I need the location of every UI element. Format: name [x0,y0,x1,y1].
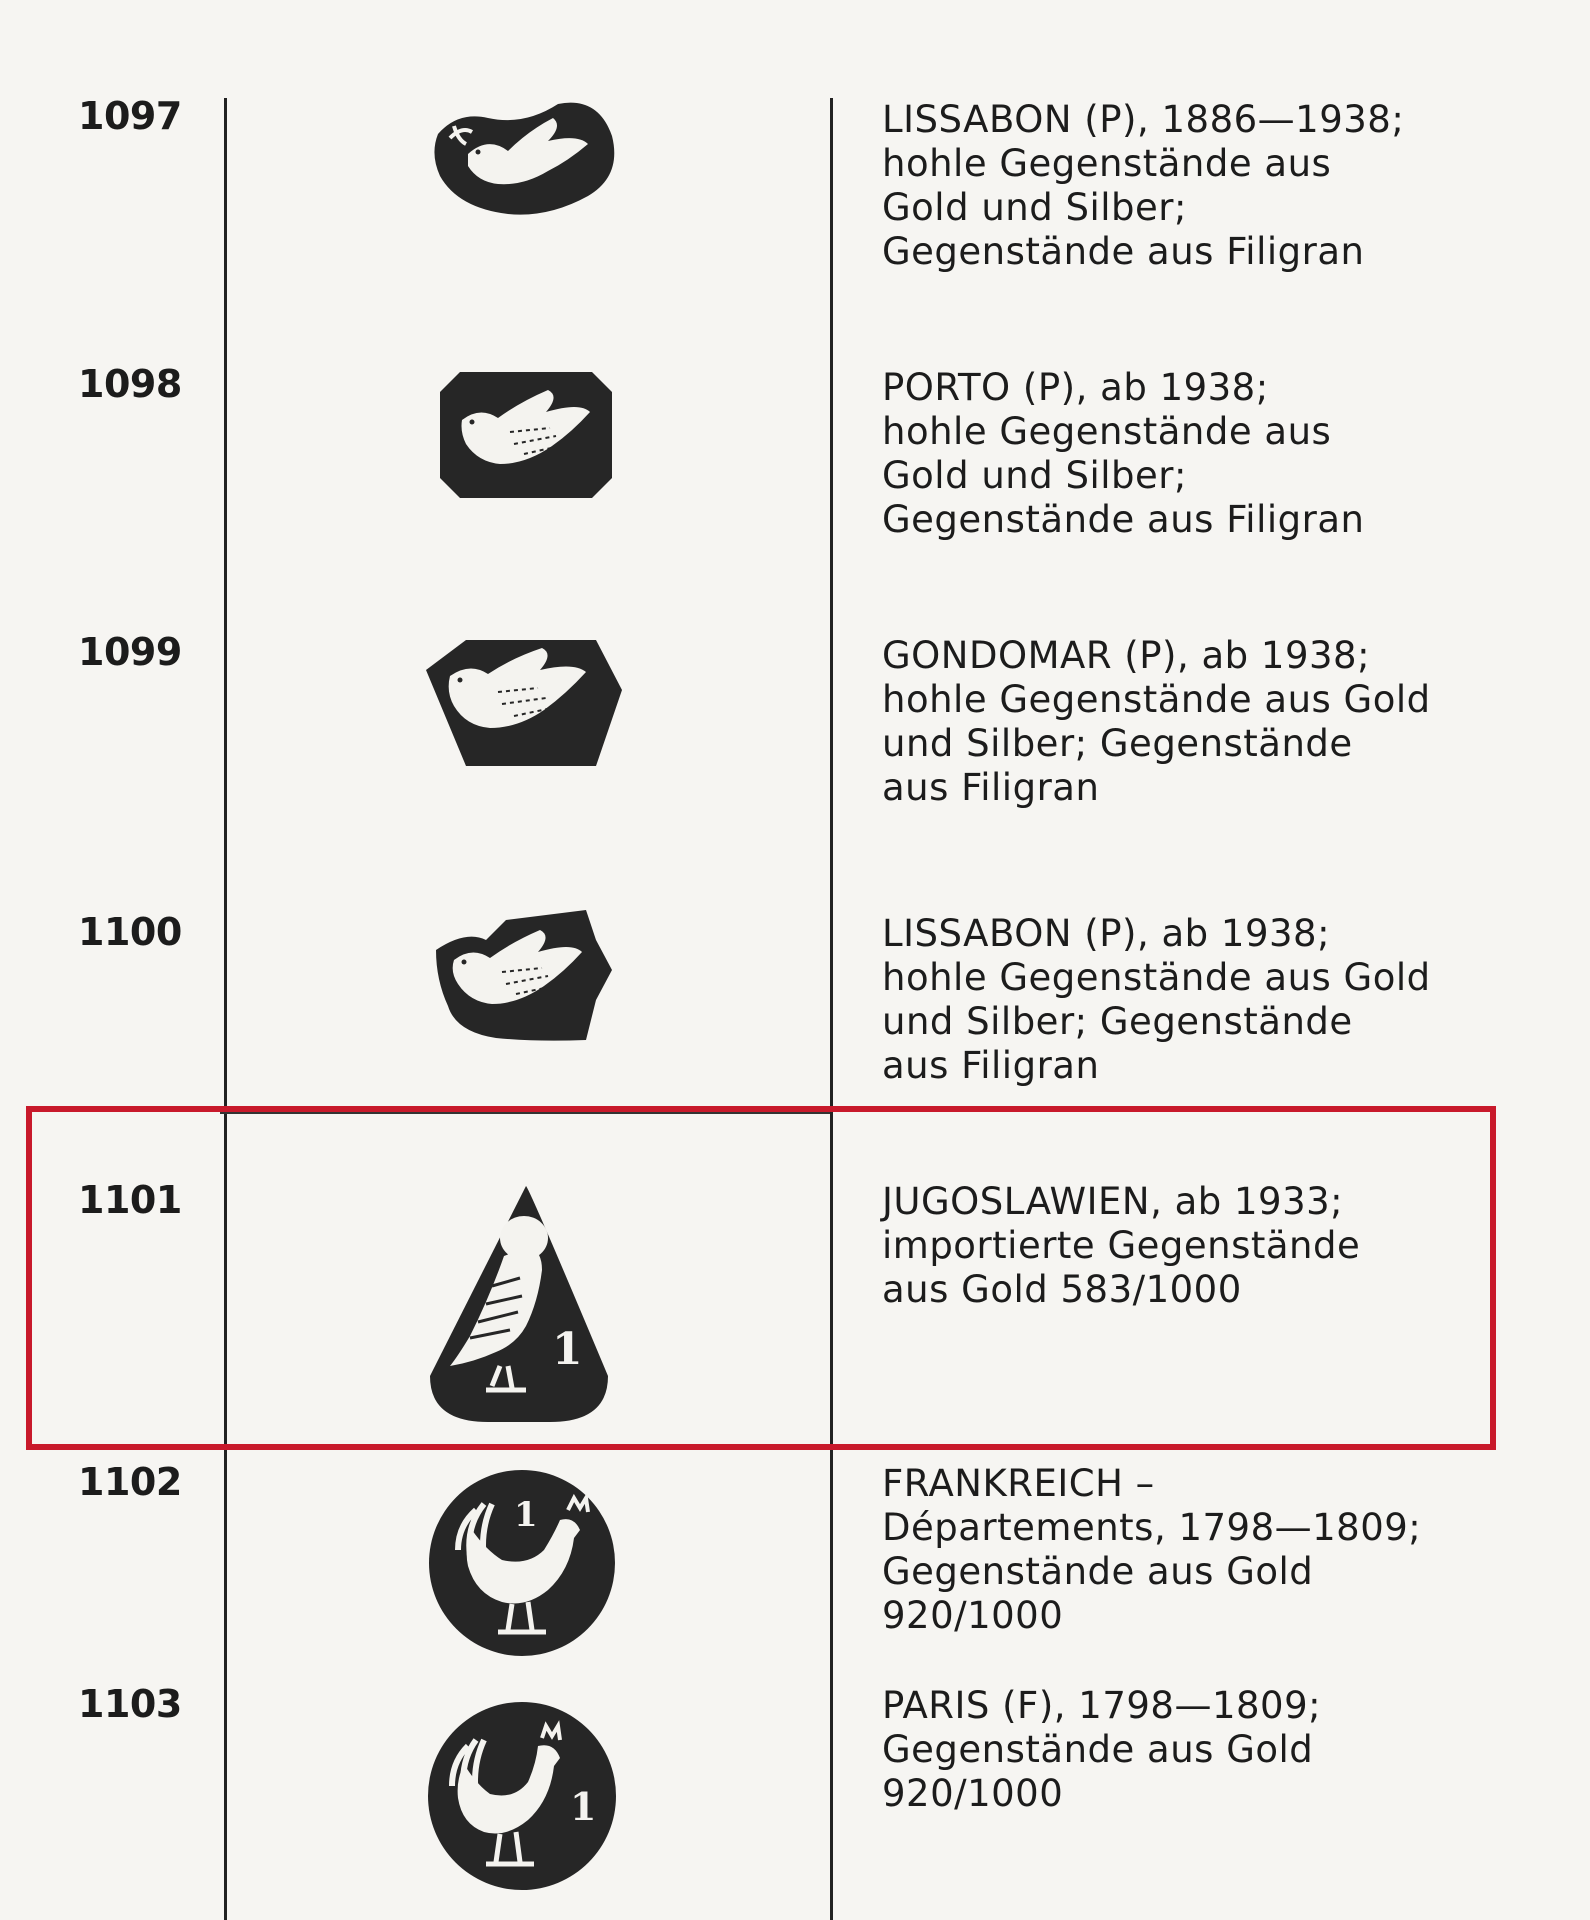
mark-digit: 1 [570,1784,597,1829]
entry-description: PORTO (P), ab 1938; hohle Gegenstände aus Gold und Silber; Gegenstände aus Filigran [882,366,1365,541]
dove-hallmark-icon [426,640,622,766]
mark-digit: 1 [514,1495,538,1535]
highlight-box [26,1106,1496,1450]
entry-number: 1100 [78,910,182,954]
entry-description: LISSABON (P), ab 1938; hohle Gegenstände aus Gold und Silber; Gegenstände aus Filigran [882,912,1431,1087]
entry-description: JUGOSLAWIEN, ab 1933; importierte Gegenstände aus Gold 583/1000 [882,1180,1361,1311]
entry-description: FRANKREICH – Départements, 1798—1809; Gegenstände aus Gold 920/1000 [882,1462,1422,1637]
mark-digit: 1 [552,1324,583,1375]
entry-number: 1099 [78,630,182,674]
entry-description: PARIS (F), 1798—1809; Gegenstände aus Gold 920/1000 [882,1684,1322,1815]
entry-number: 1098 [78,362,182,406]
entry-description: GONDOMAR (P), ab 1938; hohle Gegenstände aus Gold und Silber; Gegenstände aus Filigran [882,634,1431,809]
rooster-hallmark-icon [428,1470,616,1656]
dove-hallmark-icon [436,910,612,1042]
entry-number: 1102 [78,1460,182,1504]
entry-number: 1101 [78,1178,182,1222]
rooster-hallmark-icon [428,1702,616,1890]
entry-description: LISSABON (P), 1886—1938; hohle Gegenstände aus Gold und Silber; Gegenstände aus Filigran [882,98,1405,273]
entry-number: 1097 [78,94,182,138]
entry-number: 1103 [78,1682,182,1726]
dove-hallmark-icon [440,372,612,498]
dove-hallmark-icon [428,96,620,220]
column-rule-right [830,98,833,1920]
column-rule-left [224,98,227,1920]
